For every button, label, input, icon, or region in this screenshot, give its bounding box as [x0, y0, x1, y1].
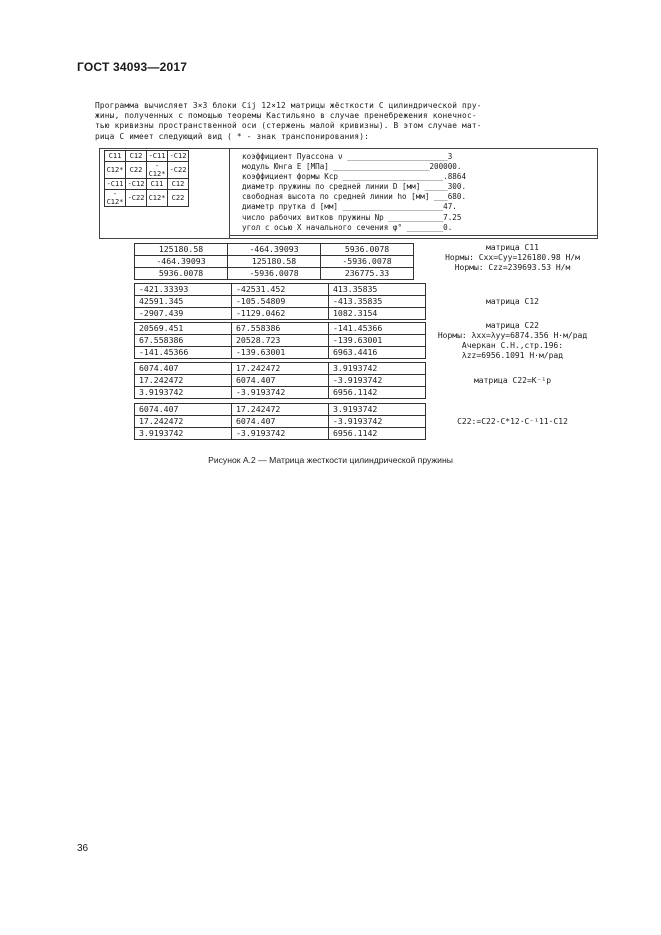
- matrix-label-line: матрица C22: [486, 321, 539, 330]
- matrix-cell: 6956.1142: [329, 387, 426, 399]
- block-cell: -C12*: [105, 190, 126, 207]
- frame-divider: [229, 235, 597, 236]
- matrix-cell: -5936.0078: [321, 256, 414, 268]
- param-line: диаметр пружины по средней линии D [мм] _____300.: [242, 182, 467, 192]
- intro-line: жины, полученных с помощью теоремы Кастильяно в случае пренебрежения конечнос-: [95, 111, 477, 121]
- matrix-label-line: Нормы: λxx=λyy=6874.356 Н·м/рад: [437, 331, 588, 340]
- block-matrix-table: [104, 150, 189, 207]
- matrix-cell: 17.242472: [232, 404, 329, 416]
- param-line: модуль Юнга E [МПа] _____________________200000.: [242, 162, 462, 172]
- matrix-cell: 3.9193742: [135, 387, 232, 399]
- intro-line: рица С имеет следующий вид ( * - знак транспонирования):: [95, 131, 370, 141]
- param-line: диаметр прутка d [мм] ______________________47.: [242, 202, 457, 212]
- block-cell: C12: [168, 179, 189, 190]
- intro-line: Программа вычисляет 3×3 блоки Cij 12×12 матрицы жёсткости С цилиндрической пру-: [95, 101, 482, 110]
- matrix-label-line: C22:=C22-C*12·C⁻¹11·C12: [457, 417, 568, 426]
- block-cell: C12: [126, 151, 147, 162]
- page-number: 36: [77, 843, 89, 854]
- block-cell: C22: [126, 162, 147, 179]
- matrix-c11-table: [134, 243, 414, 280]
- matrix-cell: 3.9193742: [135, 428, 232, 440]
- matrix-cell: 17.242472: [232, 363, 329, 375]
- matrix-label-line: матрица C22=K⁻¹p: [473, 376, 552, 385]
- matrix-cell: -464.39093: [228, 244, 321, 256]
- block-cell: C12*: [105, 162, 126, 179]
- matrix-label-line: Нормы: Cxx=Cyy=126180.98 Н/м: [445, 253, 580, 262]
- matrix-cell: 6074.407: [135, 404, 232, 416]
- matrix-c11-label: [420, 243, 605, 273]
- frame-divider: [229, 149, 230, 238]
- matrix-label-line: λzz=6956.1091 Н·м/рад: [461, 351, 564, 360]
- matrix-cell: 17.242472: [135, 416, 232, 428]
- matrix-cell: 20569.451: [135, 323, 232, 335]
- matrix-cell: 6074.407: [135, 363, 232, 375]
- matrix-label-line: матрица C12: [486, 297, 539, 306]
- matrix-kp-inverse-table: [134, 362, 426, 399]
- figure-caption: Рисунок А.2 — Матрица жесткости цилиндрической пружины: [208, 455, 453, 465]
- param-line: свободная высота по средней линии ho [мм] ___680.: [242, 192, 467, 202]
- matrix-c22-result-label: [420, 417, 605, 427]
- matrix-c22-result-table: [134, 403, 426, 440]
- matrix-c12-label: [420, 297, 605, 307]
- matrix-c12-table: [134, 283, 426, 320]
- block-cell: C12*: [147, 190, 168, 207]
- matrix-cell: 6074.407: [232, 375, 329, 387]
- param-line: коэффициент Пуассона ν ______________________3: [242, 152, 453, 161]
- block-cell: -C22: [126, 190, 147, 207]
- matrix-cell: 17.242472: [135, 375, 232, 387]
- matrix-cell: -1129.0462: [232, 308, 329, 320]
- matrix-cell: -141.45366: [329, 323, 426, 335]
- block-cell: -C11: [105, 179, 126, 190]
- block-cell: -C12: [126, 179, 147, 190]
- matrix-cell: 125180.58: [228, 256, 321, 268]
- matrix-cell: -3.9193742: [329, 416, 426, 428]
- block-cell: C22: [168, 190, 189, 207]
- block-cell: C11: [105, 151, 126, 162]
- spring-parameters: [242, 152, 466, 233]
- matrix-cell: -3.9193742: [329, 375, 426, 387]
- matrix-cell: 125180.58: [135, 244, 228, 256]
- matrix-cell: 67.558386: [135, 335, 232, 347]
- matrix-cell: 236775.33: [321, 268, 414, 280]
- intro-paragraph: [95, 101, 595, 142]
- matrix-cell: 67.558386: [232, 323, 329, 335]
- matrix-cell: 413.35835: [329, 284, 426, 296]
- matrix-cell: -5936.0078: [228, 268, 321, 280]
- matrix-cell: 3.9193742: [329, 404, 426, 416]
- matrix-label-line: матрица C11: [486, 243, 539, 252]
- matrix-cell: -413.35835: [329, 296, 426, 308]
- matrix-c22-table: [134, 322, 426, 359]
- matrix-cell: -42531.452: [232, 284, 329, 296]
- matrix-cell: 6074.407: [232, 416, 329, 428]
- matrix-c22-label: [420, 321, 605, 361]
- matrix-cell: -141.45366: [135, 347, 232, 359]
- matrix-cell: 5936.0078: [135, 268, 228, 280]
- matrix-cell: 5936.0078: [321, 244, 414, 256]
- matrix-label-line: Ачеркан С.Н.,стр.196:: [461, 341, 564, 350]
- matrix-cell: -105.54809: [232, 296, 329, 308]
- block-cell: C11: [147, 179, 168, 190]
- matrix-cell: -3.9193742: [232, 428, 329, 440]
- matrix-cell: -2907.439: [135, 308, 232, 320]
- matrix-cell: 3.9193742: [329, 363, 426, 375]
- param-line: число рабочих витков пружины Nр ____________7.25: [242, 212, 462, 222]
- matrix-cell: 6963.4416: [329, 347, 426, 359]
- matrix-cell: -421.33393: [135, 284, 232, 296]
- matrix-cell: -464.39093: [135, 256, 228, 268]
- matrix-cell: -139.63001: [329, 335, 426, 347]
- intro-line: тью кривизны пространственной оси (стержень малой кривизны). В этом случае мат-: [95, 121, 482, 131]
- matrix-cell: -139.63001: [232, 347, 329, 359]
- block-cell: -C12*: [147, 162, 168, 179]
- matrix-cell: 6956.1142: [329, 428, 426, 440]
- block-cell: -C12: [168, 151, 189, 162]
- document-header: ГОСТ 34093—2017: [77, 60, 188, 74]
- matrix-label-line: Нормы: Czz=239693.53 Н/м: [454, 263, 571, 272]
- matrix-cell: -3.9193742: [232, 387, 329, 399]
- block-cell: -C11: [147, 151, 168, 162]
- matrix-cell: 1082.3154: [329, 308, 426, 320]
- param-line: коэффициент формы Kcp ______________________.8864: [242, 172, 467, 182]
- matrix-kp-inverse-label: [420, 376, 605, 386]
- matrix-cell: 20528.723: [232, 335, 329, 347]
- param-line: угол с осью X начального сечения φ° ________0.: [242, 222, 453, 232]
- matrix-cell: 42591.345: [135, 296, 232, 308]
- block-cell: -C22: [168, 162, 189, 179]
